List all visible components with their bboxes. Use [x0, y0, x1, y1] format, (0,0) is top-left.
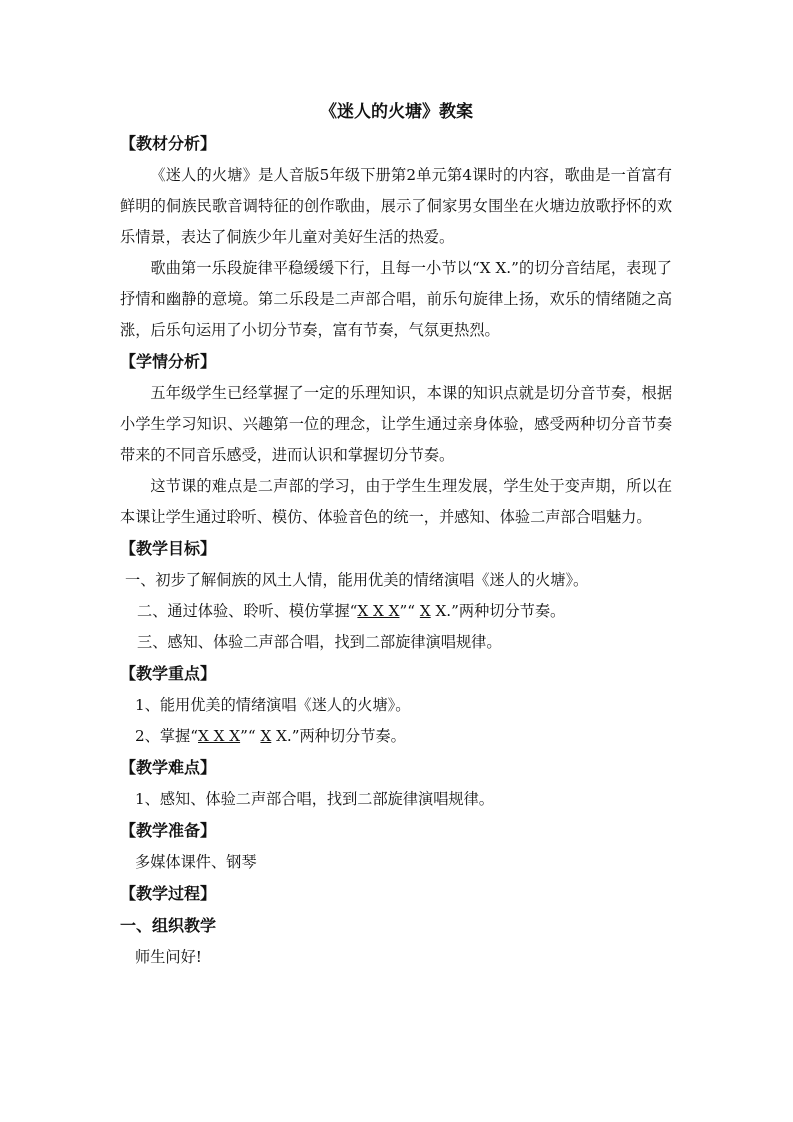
heading-difficulty: 【教学难点】	[120, 758, 217, 777]
key-2-middle: ”“	[240, 727, 261, 745]
goal-item-3: 三、感知、体验二声部合唱，找到二部旋律演唱规律。	[137, 633, 502, 651]
goal-item-2	[120, 596, 672, 627]
students-paragraph-2: 这节课的难点是二声部的学习，由于学生生理发展，学生处于变声期，所以在本课让学生通过聆听、模仿、体验音色的统一，并感知、体验二声部合唱魅力。	[120, 477, 672, 526]
heading-goals: 【教学目标】	[120, 539, 217, 558]
goal-2-suffix: X.”两种切分节奏。	[430, 602, 566, 620]
process-subheading-1: 一、组织教学	[120, 916, 217, 935]
heading-key-points: 【教学重点】	[120, 664, 217, 683]
heading-preparation: 【教学准备】	[120, 821, 217, 840]
analysis-paragraph-1: 《迷人的火塘》是人音版5年级下册第2单元第4课时的内容，歌曲是一首富有鲜明的侗族民歌音调特征的创作歌曲，展示了侗家男女围坐在火塘边放歌抒怀的欢乐情景，表达了侗族少年儿童对美好生活的热爱。	[120, 166, 672, 246]
goal-item-1: 一、初步了解侗族的风土人情，能用优美的情绪演唱《迷人的火塘》。	[125, 571, 589, 589]
rhythm-pattern-1: X X X	[357, 602, 400, 620]
heading-process: 【教学过程】	[120, 884, 217, 903]
document-title: 《迷人的火塘》教案	[320, 102, 473, 122]
difficulty-item-1: 1、感知、体验二声部合唱，找到二部旋律演唱规律。	[135, 790, 494, 808]
preparation-text: 多媒体课件、钢琴	[135, 853, 257, 871]
rhythm-pattern-4: X	[260, 727, 272, 745]
key-2-suffix: X.”两种切分节奏。	[271, 727, 406, 745]
rhythm-pattern-3: X X X	[198, 727, 241, 745]
document-body	[120, 128, 672, 973]
key-point-2	[120, 721, 672, 752]
analysis-paragraph-2: 歌曲第一乐段旋律平稳缓缓下行，且每一小节以“X X.”的切分音结尾，表现了抒情和幽静的意境。第二乐段是二声部合唱，前乐句旋律上扬，欢乐的情绪随之高涨，后乐句运用了小切分节奏，富有节奏，气氛更热烈。	[120, 259, 672, 339]
rhythm-pattern-2: X	[419, 602, 431, 620]
students-paragraph-1: 五年级学生已经掌握了一定的乐理知识，本课的知识点就是切分音节奏，根据小学生学习知识、兴趣第一位的理念，让学生通过亲身体验，感受两种切分音节奏带来的不同音乐感受，进而认识和掌握切分节奏。	[120, 384, 672, 464]
key-point-1: 1、能用优美的情绪演唱《迷人的火塘》。	[135, 696, 411, 714]
process-text: 师生问好!	[135, 948, 202, 966]
goal-2-prefix: 二、通过体验、聆听、模仿掌握“	[137, 602, 358, 620]
heading-analysis: 【教材分析】	[120, 134, 217, 153]
key-2-prefix: 2、掌握“	[135, 727, 198, 745]
goal-2-middle: ”“	[399, 602, 420, 620]
heading-students: 【学情分析】	[120, 352, 217, 371]
